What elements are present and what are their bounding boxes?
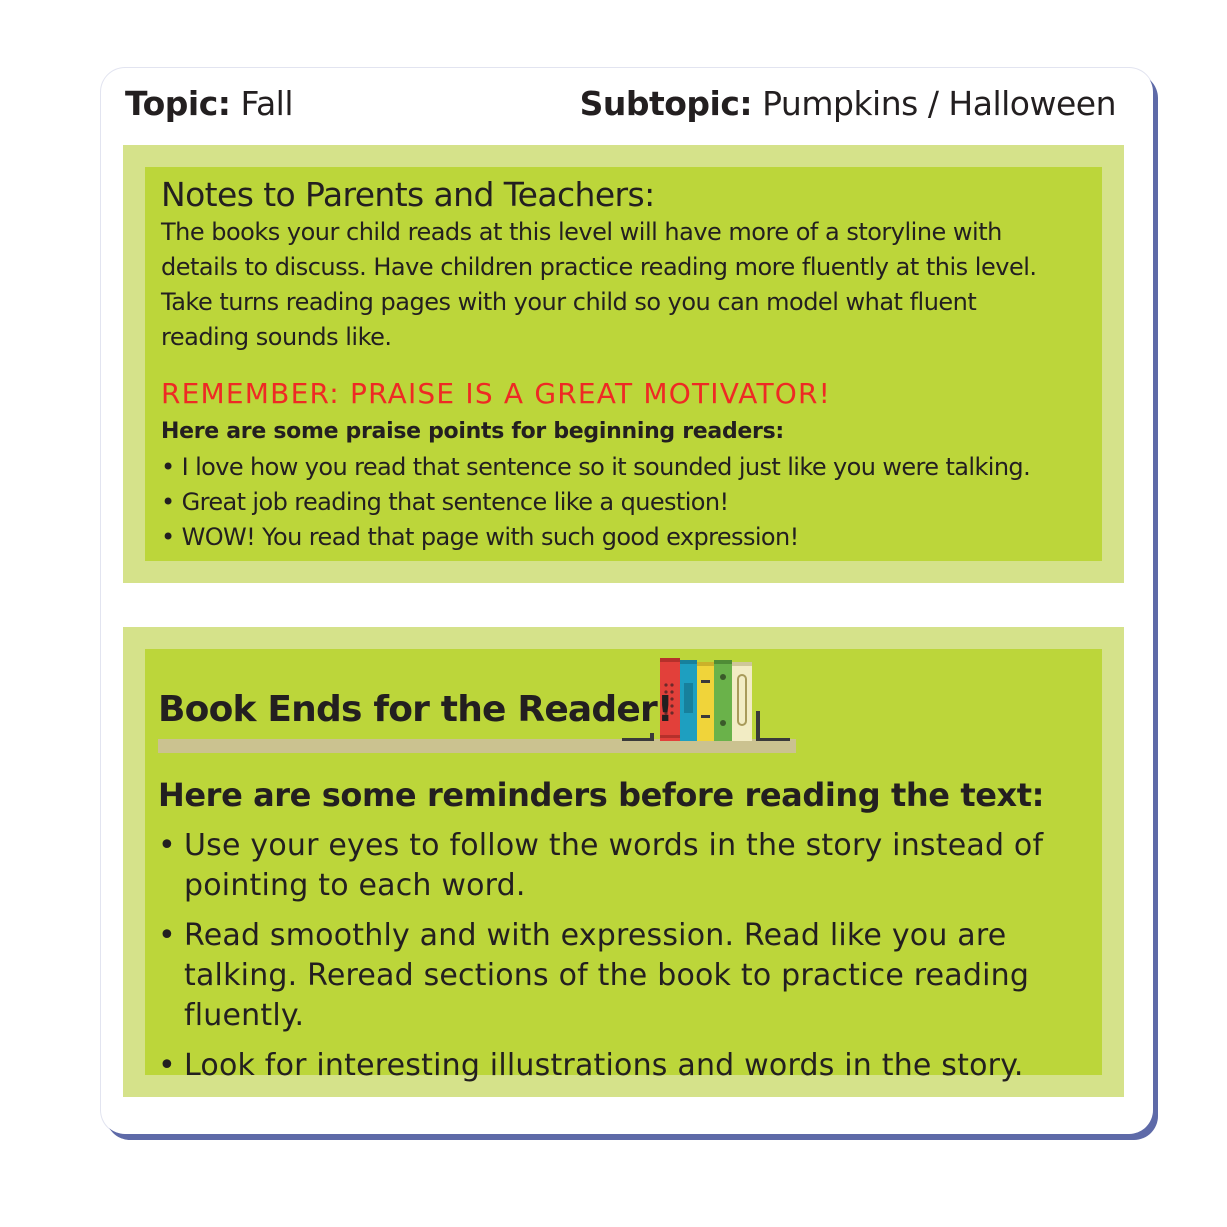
notes-body: The books your child reads at this level will have more of a storyline with details to discuss. Have children practice reading more fluently at this level. Take turns reading pages with your child so you can model what fluent reading sounds like.	[161, 218, 1037, 351]
reminder-text: Look for interesting illustrations and words in the story.	[184, 1048, 1024, 1083]
bullet-icon: •	[158, 918, 176, 953]
subtopic	[580, 84, 1116, 124]
topic-value: Fall	[240, 84, 294, 123]
praise-item: • Great job reading that sentence like a question!	[161, 488, 729, 516]
reminder-item	[158, 1046, 1094, 1086]
reminder-item	[158, 916, 1094, 1036]
reminder-item	[158, 826, 1094, 906]
subtopic-label: Subtopic:	[579, 84, 753, 123]
topic	[125, 84, 293, 124]
subtopic-value: Pumpkins / Halloween	[762, 84, 1116, 123]
praise-item: • I love how you read that sentence so it sounded just like you were talking.	[161, 453, 1031, 481]
topic-label: Topic:	[125, 84, 231, 123]
remember-banner: REMEMBER: PRAISE IS A GREAT MOTIVATOR!	[161, 377, 832, 410]
reminder-text: Use your eyes to follow the words in the story instead of pointing to each word.	[184, 828, 1044, 903]
praise-heading: Here are some praise points for beginning readers:	[161, 419, 784, 444]
bookends-title: Book Ends for the Reader!	[158, 689, 673, 730]
reminder-list	[158, 826, 1094, 1096]
bullet-icon: •	[158, 1048, 176, 1083]
reminder-heading: Here are some reminders before reading the text:	[158, 776, 1045, 814]
reminder-text: Read smoothly and with expression. Read like you are talking. Reread sections of the book to practice reading fluently.	[184, 918, 1030, 1033]
praise-list	[161, 450, 1030, 555]
praise-item: • WOW! You read that page with such good expression!	[161, 523, 799, 551]
notes-title: Notes to Parents and Teachers:	[161, 175, 655, 214]
bullet-icon: •	[158, 828, 176, 863]
